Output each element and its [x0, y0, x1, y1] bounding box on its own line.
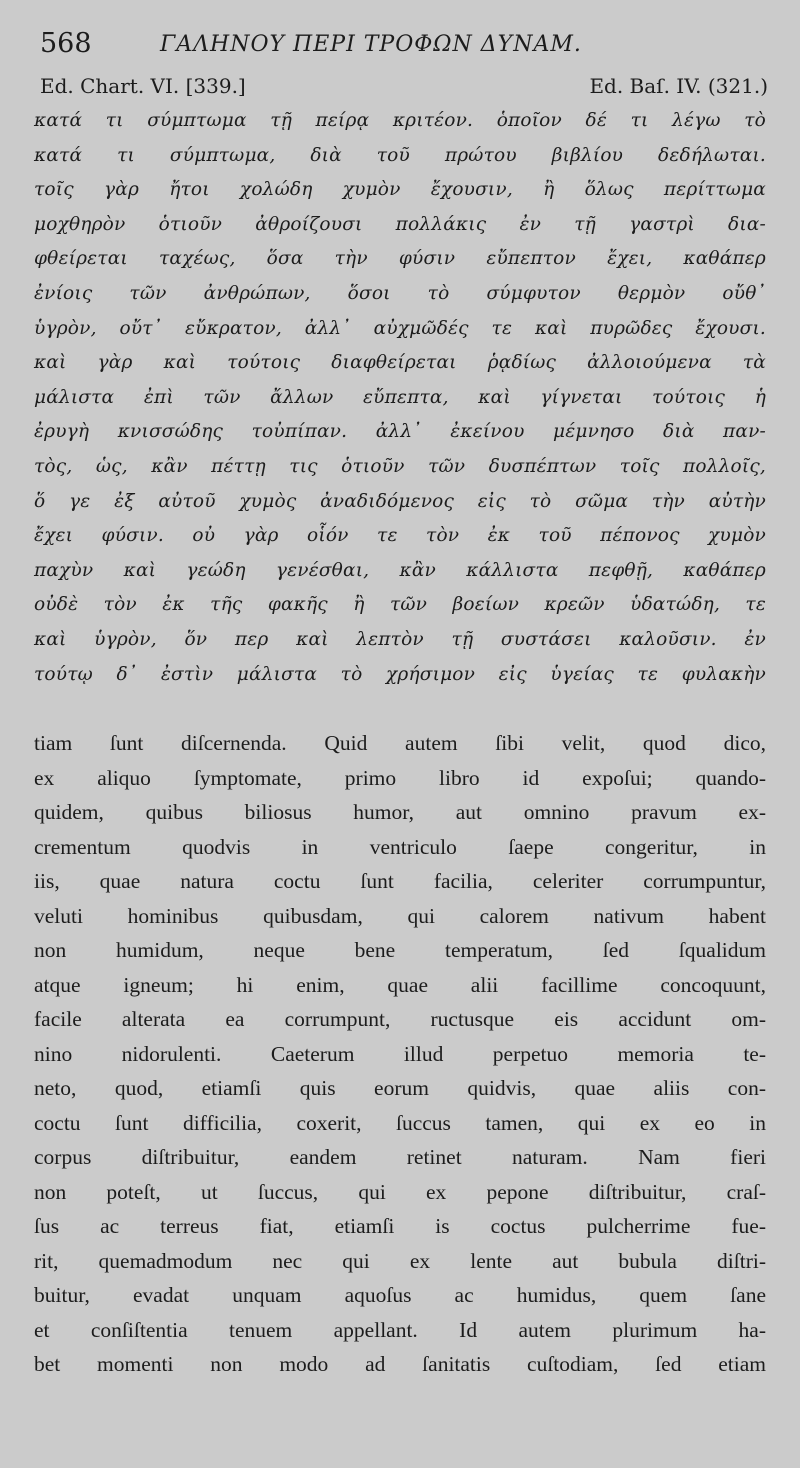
latin-text-line: crementum quodvis in ventriculo ſaepe congeritur, in [34, 834, 766, 859]
page-number: 568 [40, 28, 92, 59]
latin-text-line: rit, quemadmodum nec qui ex lente aut bubula diſtri- [34, 1248, 766, 1273]
greek-text-line: κατά τι σύμπτωμα τῇ πείρᾳ κριτέον. ὁποῖον δέ τι λέγω τὸ [34, 110, 766, 131]
greek-text-line: ὅ γε ἐξ αὐτοῦ χυμὸς ἀναδιδόμενος εἰς τὸ σῶμα τὴν αὐτὴν [34, 490, 766, 512]
latin-text-line: buitur, evadat unquam aquoſus ac humidus, quem ſane [34, 1283, 766, 1307]
latin-text-line: non humidum, neque bene temperatum, ſed ſqualidum [34, 938, 766, 962]
latin-text-line: corpus diſtribuitur, eandem retinet naturam. Nam fieri [34, 1145, 766, 1169]
greek-text-line: ἐρυγὴ κνισσώδης τοὐπίπαν. ἀλλ᾽ ἐκείνου μέμνησο διὰ παν- [34, 421, 766, 443]
greek-text-line: καὶ γὰρ καὶ τούτοις διαφθείρεται ῥᾳδίως ἀλλοιούμενα τὰ [34, 352, 766, 374]
greek-text-line: μοχθηρὸν ὁτιοῦν ἀθροίζουσι πολλάκις ἐν τῇ γαστρὶ δια- [34, 213, 766, 235]
latin-text-line: ſus ac terreus fiat, etiamſi is coctus pulcherrime fue- [34, 1214, 766, 1238]
greek-text-line: τὸς, ὡς, κἂν πέττῃ τις ὁτιοῦν τῶν δυσπέπτων τοῖς πολλοῖς, [34, 455, 766, 477]
latin-text-block [34, 726, 766, 1382]
greek-text-line: οὐδὲ τὸν ἐκ τῆς φακῆς ἢ τῶν βοείων κρεῶν ὑδατώδη, τε [34, 594, 766, 616]
latin-text-line: facile alterata ea corrumpunt, ructusque eis accidunt om- [34, 1007, 766, 1031]
greek-text-line: καὶ ὑγρὸν, ὅν περ καὶ λεπτὸν τῇ συστάσει καλοῦσιν. ἐν [34, 628, 766, 650]
latin-text-line: bet momenti non modo ad ſanitatis cuſtodiam, ſed etiam [34, 1352, 766, 1376]
edition-reference-chartier: Ed. Chart. VI. [339.] [40, 74, 246, 98]
latin-text-line: et conſiſtentia tenuem appellant. Id autem plurimum ha- [34, 1317, 766, 1342]
latin-text-line: non poteſt, ut ſuccus, qui ex pepone diſtribuitur, craſ- [34, 1179, 766, 1204]
greek-text-line: ὑγρὸν, οὔτ᾽ εὔκρατον, ἀλλ᾽ αὐχμῶδές τε καὶ πυρῶδες ἔχουσι. [34, 317, 766, 339]
latin-text-line: iis, quae natura coctu ſunt facilia, celeriter corrumpuntur, [34, 869, 766, 893]
greek-text-line: τοῖς γὰρ ἤτοι χολώδη χυμὸν ἔχουσιν, ἢ ὅλως περίττωμα [34, 179, 766, 201]
greek-text-line: ἔχει φύσιν. οὐ γὰρ οἷόν τε τὸν ἐκ τοῦ πέπονος χυμὸν [34, 525, 766, 547]
greek-text-line: τούτῳ δ᾽ ἐστὶν μάλιστα τὸ χρήσιμον εἰς ὑγείας τε φυλακὴν [34, 663, 766, 685]
latin-text-line: neto, quod, etiamſi quis eorum quidvis, quae aliis con- [34, 1076, 766, 1100]
greek-text-line: κατά τι σύμπτωμα, διὰ τοῦ πρώτου βιβλίου δεδήλωται. [34, 144, 766, 166]
latin-text-line: atque igneum; hi enim, quae alii facillime concoquunt, [34, 972, 766, 997]
latin-text-line: ex aliquo ſymptomate, primo libro id expoſui; quando- [34, 765, 766, 790]
latin-text-line: quidem, quibus biliosus humor, aut omnino pravum ex- [34, 800, 766, 824]
latin-text-line: nino nidorulenti. Caeterum illud perpetuo memoria te- [34, 1041, 766, 1066]
edition-reference-line [40, 74, 768, 102]
greek-text-line: μάλιστα ἐπὶ τῶν ἄλλων εὔπεπτα, καὶ γίγνεται τούτοις ἡ [34, 386, 766, 408]
greek-text-line: ἐνίοις τῶν ἀνθρώπων, ὅσοι τὸ σύμφυτον θερμὸν οὔθ᾽ [34, 282, 766, 304]
latin-text-line: tiam ſunt diſcernenda. Quid autem ſibi velit, quod dico, [34, 731, 766, 755]
running-title: ΓΑΛΗΝΟΥ ΠΕΡΙ ΤΡΟΦΩΝ ΔΥΝΑΜ. [160, 32, 582, 57]
edition-reference-basel: Ed. Baſ. IV. (321.) [589, 74, 768, 98]
page-header [40, 28, 780, 62]
greek-text-line: παχὺν καὶ γεώδη γενέσθαι, κἂν κάλλιστα πεφθῇ, καθάπερ [34, 559, 766, 581]
greek-text-line: φθείρεται ταχέως, ὅσα τὴν φύσιν εὔπεπτον ἔχει, καθάπερ [34, 248, 766, 270]
latin-text-line: veluti hominibus quibusdam, qui calorem nativum habent [34, 903, 766, 928]
latin-text-line: coctu ſunt difficilia, coxerit, ſuccus tamen, qui ex eo in [34, 1110, 766, 1135]
greek-text-block [34, 104, 766, 692]
